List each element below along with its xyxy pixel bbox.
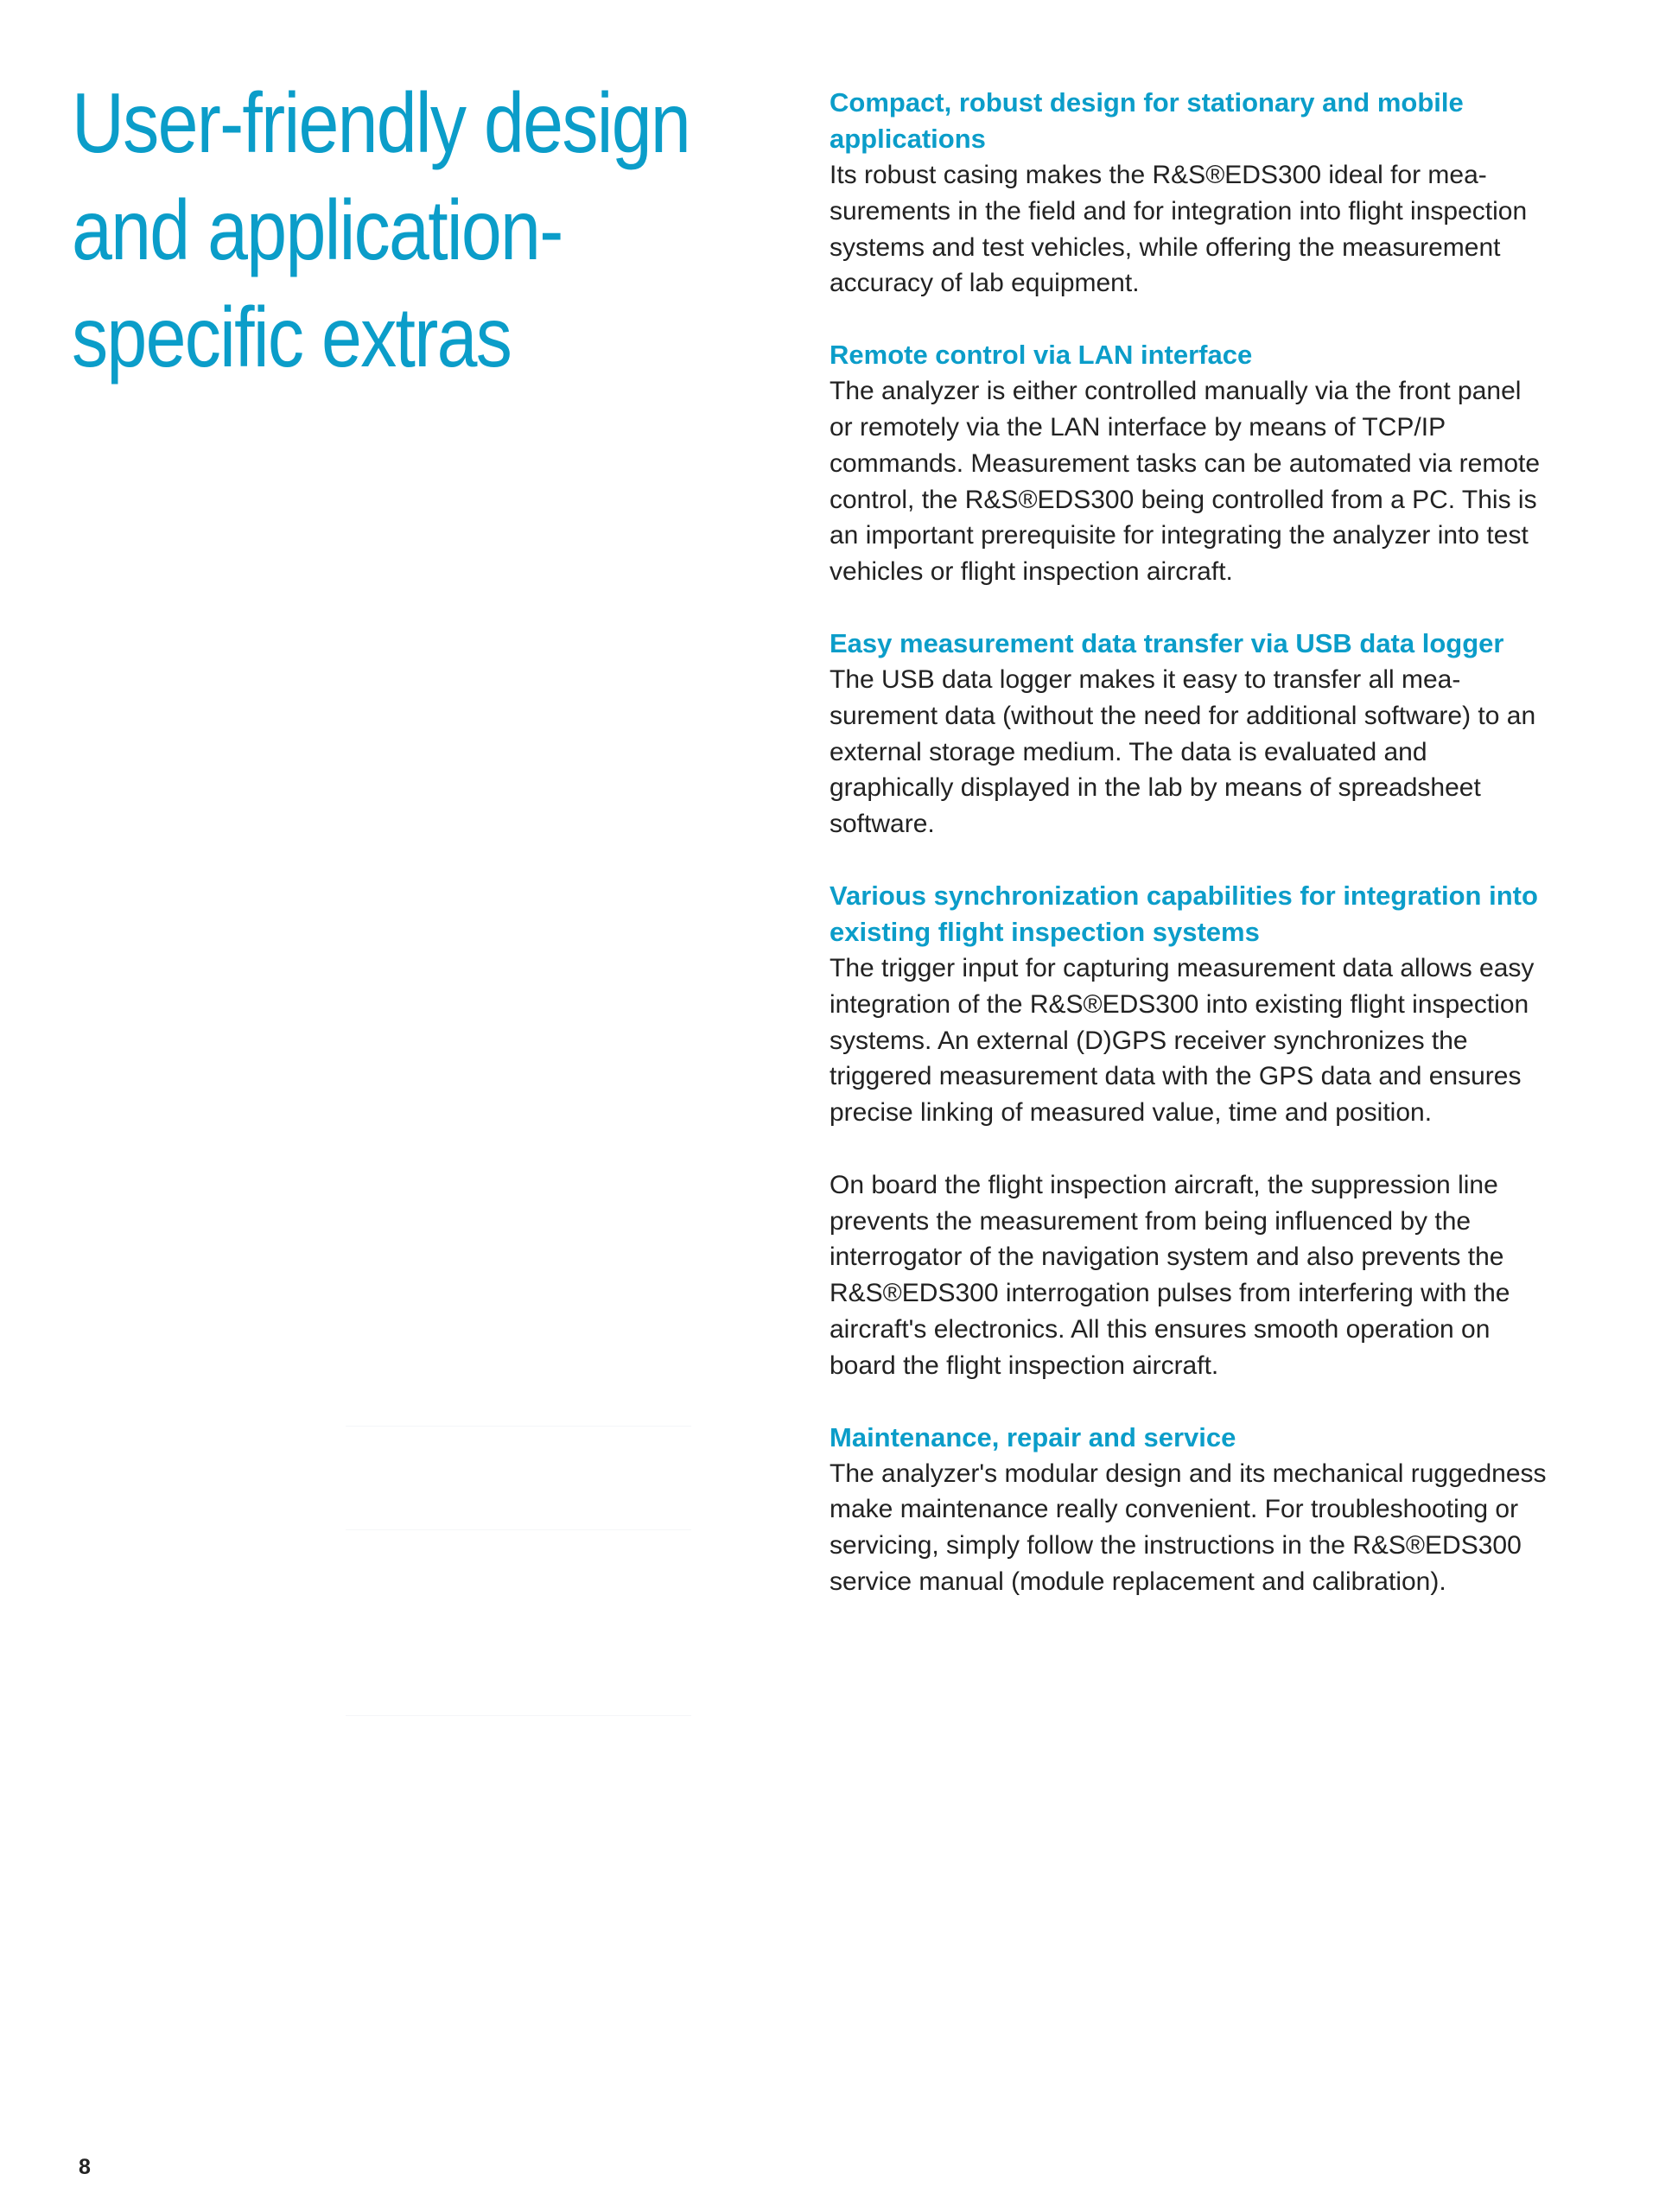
section-maintenance [830, 1420, 1551, 1600]
page-title-line-2: and application- [72, 182, 563, 277]
section-paragraph: Its robust casing makes the R&S®EDS300 ideal for measurements in the field and for integration into flight inspection systems and test vehicles, while offering the measurement accuracy of lab equipment. [830, 161, 1528, 298]
page-title-line-3: specific extras [72, 289, 512, 385]
show-through-artifact [346, 1529, 691, 1530]
section-paragraph: The trigger input for capturing measurement data allows easy integration of the R&S®EDS300 into existing flight inspection systems. An external (D)GPS receiver synchronizes the triggered measurement data with the GPS data and ensures precise linking of measured value, time and position. [830, 953, 1535, 1128]
show-through-artifact [346, 1426, 691, 1427]
section-paragraph: The analyzer is either controlled manually via the front panel or remotely via the LAN interface by means of TCP/IP commands. Measurement tasks can be automated via remote control, the R&S®EDS300 being controlled from a PC. This is an important prerequisite for integrating the analyzer into test vehicles or flight inspection aircraft. [830, 377, 1541, 587]
section-heading: Various synchronization capabilities for integration into existing flight inspection systems [830, 880, 1538, 947]
section-compact-design [830, 85, 1551, 302]
section-paragraph: The analyzer's modular design and its mechanical ruggedness make maintenance really convenient. For troubleshooting or servicing, simply follow the instructions in the R&S®EDS300 service manual (module replacement and calibration). [830, 1459, 1547, 1596]
page-title [72, 69, 696, 391]
body-column [830, 85, 1551, 1636]
section-heading: Remote control via LAN interface [830, 340, 1253, 371]
section-paragraph: On board the flight inspection aircraft, the suppression line prevents the measurement from being influenced by the interrogator of the navigation system and also prevents the R&S®EDS300 interrogation pulses from interfering with the aircraft's electronics. All this ensures smooth operation on board the flight inspection aircraft. [830, 1170, 1510, 1380]
section-heading: Easy measurement data transfer via USB data logger [830, 627, 1504, 658]
section-usb-data-logger [830, 626, 1551, 842]
show-through-artifact [346, 1715, 691, 1716]
section-remote-control [830, 337, 1551, 590]
section-heading: Compact, robust design for stationary and mobile applications [830, 87, 1464, 154]
section-heading: Maintenance, repair and service [830, 1421, 1236, 1452]
page-number: 8 [79, 2155, 91, 2179]
section-paragraph: The USB data logger makes it easy to transfer all measurement data (without the need for additional software) to an external storage medium. The data is evaluated and graphically displayed in the lab by means of spreadsheet software. [830, 664, 1536, 839]
section-synchronization [830, 878, 1551, 1384]
page-title-line-1: User-friendly design [72, 75, 690, 170]
